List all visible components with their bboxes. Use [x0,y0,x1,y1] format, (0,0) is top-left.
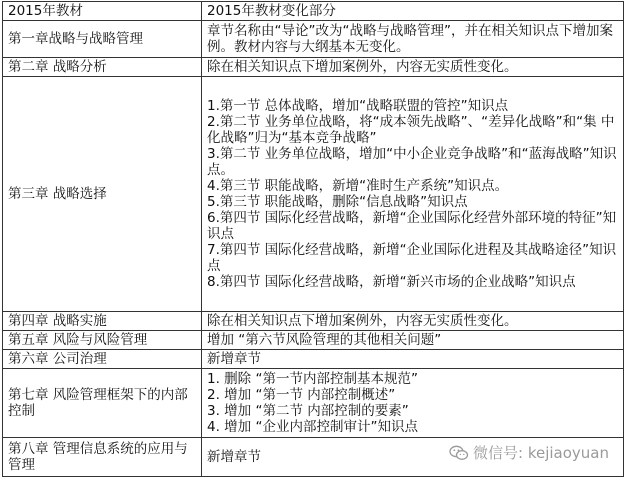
change-item: 1. 删除 “第一节内部控制基本规范” [207,371,418,387]
change-item: 新增章节 [207,351,261,367]
change-item: 7.第四节 国际化经营战略，新增“企业国际化进程及其战略途径”知识点 [207,242,617,274]
header-row [3,2,624,21]
table-row [3,77,624,312]
change-item: 除在相关知识点下增加案例外，内容无实质性变化。 [207,313,518,329]
change-item: 4.第三节 职能战略，新增“准时生产系统”知识点。 [207,178,509,194]
chapter-cell: 第一章战略与战略管理 [3,21,202,58]
table-row [3,312,624,331]
watermark-text: 微信号: kejiaoyuan [473,444,609,462]
change-item: 增加 “第六节风险管理的其他相关问题” [207,332,442,348]
change-item: 4. 增加 “企业内部控制审计”知识点 [207,419,418,435]
chapter-cell: 第三章 战略选择 [3,77,202,312]
change-item: 章节名称由“导论”改为“战略与战略管理”，并在相关知识点下增加案例。教材内容与大纲基本无变化。 [207,23,613,55]
chapter-cell: 第二章 战略分析 [3,58,202,77]
chapter-cell: 第五章 风险与风险管理 [3,331,202,350]
table-row [3,21,624,58]
change-item: 6.第四节 国际化经营战略，新增“企业国际化经营外部环境的特征”知识点 [207,210,617,242]
changes-cell [202,58,624,77]
header-cell-changes: 2015年教材变化部分 [202,2,624,21]
chapter-cell: 第六章 公司治理 [3,350,202,369]
change-item: 1.第一节 总体战略，增加“战略联盟的管控”知识点 [207,98,509,114]
change-item: 8.第四节 国际化经营战略，新增“新兴市场的企业战略”知识点 [207,274,576,290]
curriculum-comparison-table [2,1,624,477]
change-item: 3.第二节 业务单位战略，增加“中小企业竞争战略”和“蓝海战略”知识点。 [207,146,617,178]
chapter-cell: 第八章 管理信息系统的应用与管理 [3,438,202,477]
header-cell-2015-textbook: 2015年教材 [3,2,202,21]
changes-cell [202,350,624,369]
watermark [446,441,612,464]
change-item: 2. 增加 “第一节 内部控制概述” [207,387,396,403]
chapter-cell: 第七章 风险管理框架下的内部控制 [3,369,202,438]
change-item: 5.第三节 职能战略，删除“信息战略”知识点 [207,194,468,210]
change-item: 3. 增加 “第二节 内部控制的要素” [207,403,409,419]
table-row [3,350,624,369]
table-row [3,369,624,438]
changes-cell [202,77,624,312]
table-row [3,331,624,350]
chapter-cell: 第四章 战略实施 [3,312,202,331]
changes-cell [202,369,624,438]
changes-cell [202,331,624,350]
wechat-icon [449,445,469,461]
table-row [3,58,624,77]
change-item: 2.第二节 业务单位战略，将“成本领先战略”、“差异化战略”和“集 中化战略”归为“基本竞争战略” [207,114,615,146]
changes-cell [202,312,624,331]
change-item: 除在相关知识点下增加案例外，内容无实质性变化。 [207,59,518,75]
change-item: 新增章节 [207,449,261,465]
changes-cell [202,21,624,58]
